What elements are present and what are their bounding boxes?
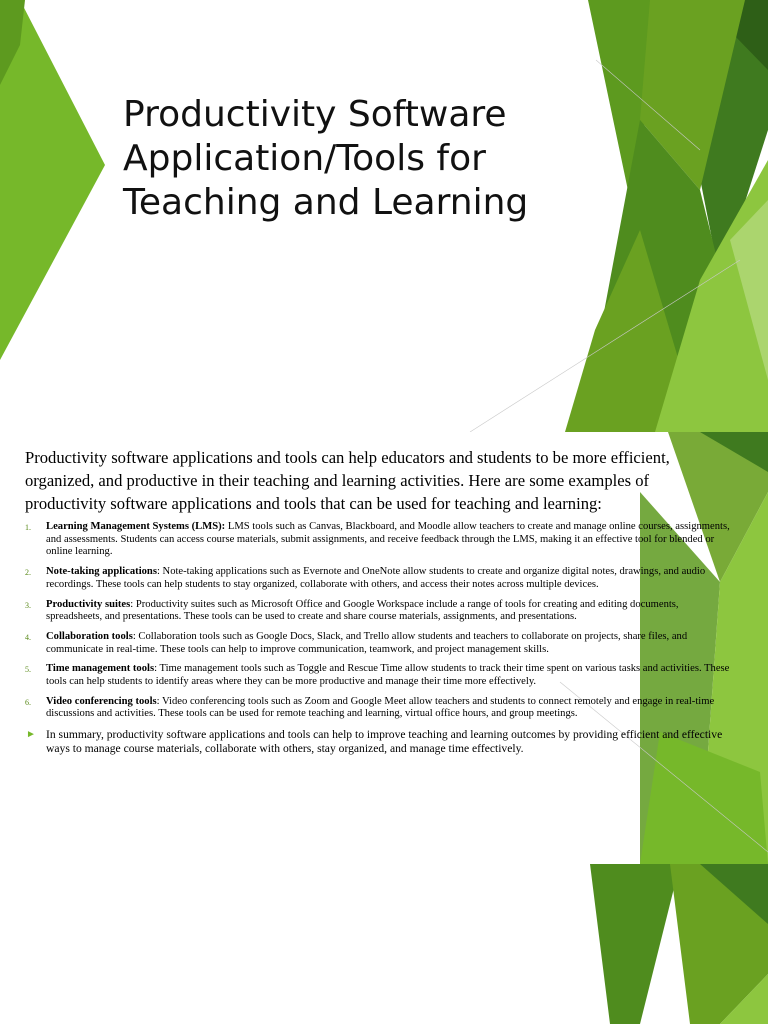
- list-item: [25, 663, 730, 688]
- item-number: 1.: [25, 523, 31, 532]
- title-slide: [0, 0, 768, 432]
- item-text: : Collaboration tools such as Google Docs, Slack, and Trello allow students and teachers to collaborate on projects, share files, and communicate in real-time. These tools can help to improve communication, teamwork, and project management skills.: [46, 630, 688, 655]
- item-number: 3.: [25, 600, 31, 610]
- slide-content: [25, 446, 730, 756]
- item-text: : Video conferencing tools such as Zoom and Google Meet allow teachers and students to connect remotely and engage in real-time discussions and activities. These tools can be used for remote teaching and learning, virtual office hours, and group meetings.: [46, 695, 715, 720]
- arrow-bullet-icon: ►: [26, 729, 36, 741]
- list-item: [25, 521, 730, 559]
- item-number: 6.: [25, 697, 31, 707]
- summary-paragraph: [25, 728, 730, 756]
- item-number: 2.: [25, 568, 31, 578]
- list-item: [25, 696, 730, 721]
- item-label: Productivity suites: [46, 598, 131, 610]
- list-item: [25, 566, 730, 591]
- item-label: Collaboration tools: [46, 630, 133, 642]
- item-label: Learning Management Systems (LMS):: [46, 521, 226, 532]
- slide-title: Productivity Software Application/Tools for Teaching and Learning: [123, 94, 529, 223]
- item-number: 5.: [25, 665, 31, 675]
- item-label: Video conferencing tools: [46, 695, 157, 707]
- content-slide: [0, 432, 768, 864]
- item-text: LMS tools such as Canvas, Blackboard, and Moodle allow teachers to create and manage online courses, assignments, and assessments. Students can access course materials, submit assignments, and receive feedback through the LMS, making it an effective tool for blended or online learning.: [46, 521, 730, 558]
- next-slide-partial: [0, 864, 768, 1024]
- item-number: 4.: [25, 632, 31, 642]
- tools-list: [25, 521, 730, 721]
- green-shapes-decoration-bottom: [0, 864, 768, 1024]
- item-label: Time management tools: [46, 663, 155, 675]
- summary-text: In summary, productivity software applications and tools can help to improve teaching and learning outcomes by providing efficient and effective ways to manage course materials, collaborate with others, stay organized, and manage time effectively.: [46, 728, 723, 756]
- item-label: Note-taking applications: [46, 566, 157, 578]
- item-text: : Time management tools such as Toggle and Rescue Time allow students to track their time spent on various tasks and activities. These tools can help students to identify areas where they can be more productive and manage their time more effectively.: [46, 663, 730, 688]
- item-text: : Note-taking applications such as Evernote and OneNote allow students to create and organize digital notes, drawings, and audio recordings. These tools can help students to stay organized, collaborate with others, and access their notes across multiple devices.: [46, 566, 706, 590]
- list-item: [25, 599, 730, 624]
- item-text: : Productivity suites such as Microsoft Office and Google Workspace include a range of tools for creating and editing documents, spreadsheets, and presentations. These tools can be used to create and share course materials, assignments, and presentations.: [46, 598, 679, 623]
- intro-paragraph: Productivity software applications and tools can help educators and students to be more efficient, organized, and productive in their teaching and learning activities. Here are some examples of productivity software applications and tools that can be used for teaching and learning:: [25, 448, 670, 513]
- list-item: [25, 631, 730, 656]
